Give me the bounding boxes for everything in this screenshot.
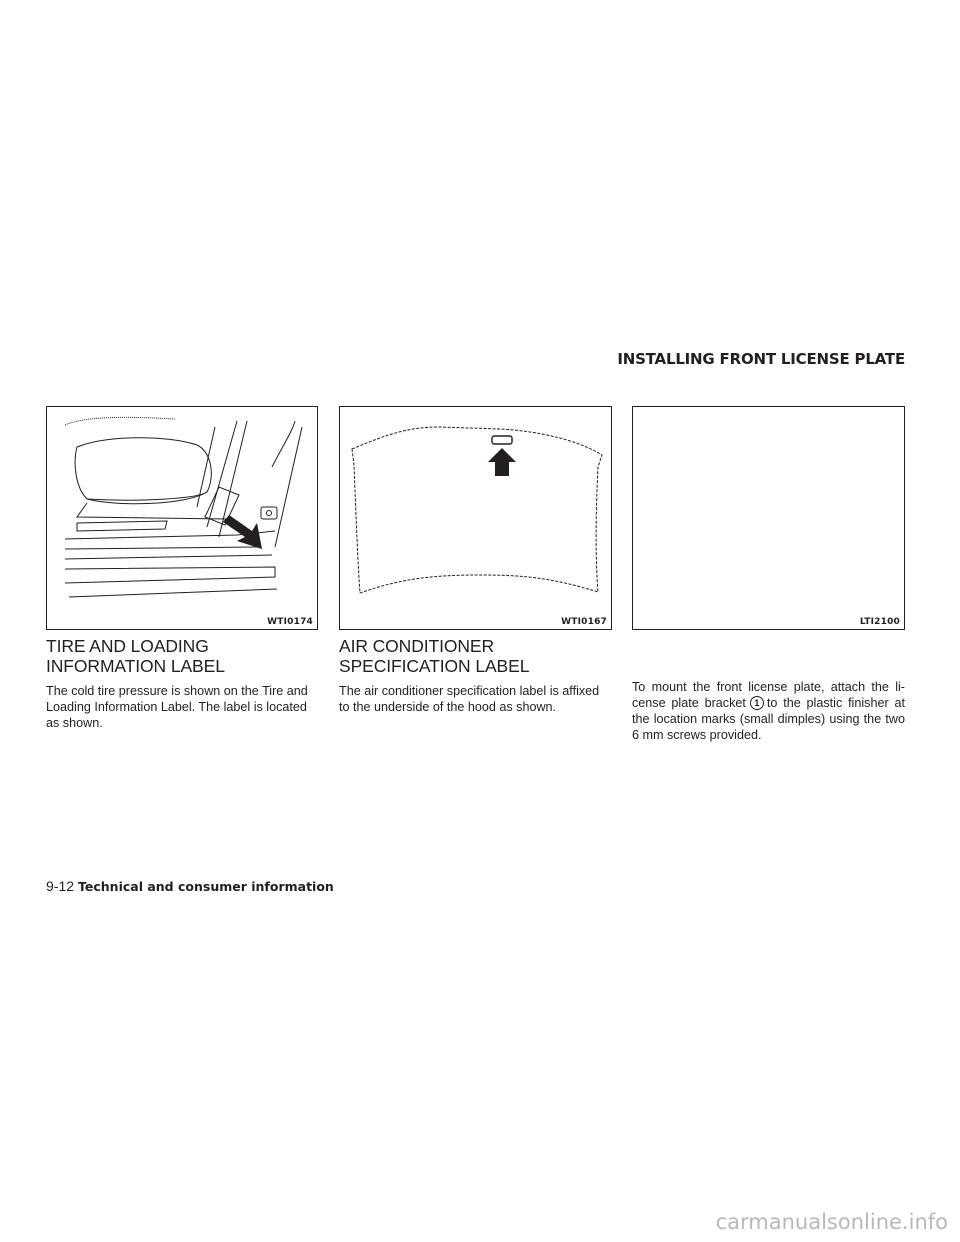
license-plate-body: [632, 679, 905, 743]
license-body-before: To mount the front license plate, attach the li-cense plate bracket: [632, 680, 905, 710]
figure-tire-label: [46, 406, 318, 630]
ac-label-body: The air conditioner specification label is affixed to the underside of the hood as shown.: [339, 684, 600, 714]
figure-code: WTI0174: [267, 617, 313, 627]
ac-label-heading: AIR CONDITIONER SPECIFICATION LABEL: [339, 636, 530, 676]
page-footer: [46, 878, 334, 894]
figure-ac-label: [339, 406, 612, 630]
tire-label-body: The cold tire pressure is shown on the Tire and Loading Information Label. The label is located as shown.: [46, 684, 308, 730]
seat-sill-illustration: [47, 407, 319, 631]
watermark: carmanualsonline.info: [715, 1210, 948, 1234]
callout-number-icon: 1: [750, 696, 764, 710]
figure-license-plate: [632, 406, 905, 630]
figure-code: LTI2100: [859, 617, 900, 627]
chapter-title: Technical and consumer information: [78, 879, 334, 894]
hood-illustration: [340, 407, 613, 631]
tire-label-section: [46, 636, 318, 731]
license-plate-section: [632, 679, 905, 743]
figure-code: WTI0167: [561, 617, 607, 627]
ac-label-section: [339, 636, 611, 715]
section-heading: INSTALLING FRONT LICENSE PLATE: [617, 350, 905, 368]
page-number: 9-12: [46, 878, 75, 894]
license-body-after: to the plastic finisher at the location marks (small dimples) using the two 6 mm screws provided.: [632, 696, 905, 742]
tire-label-heading: TIRE AND LOADING INFORMATION LABEL: [46, 636, 225, 676]
